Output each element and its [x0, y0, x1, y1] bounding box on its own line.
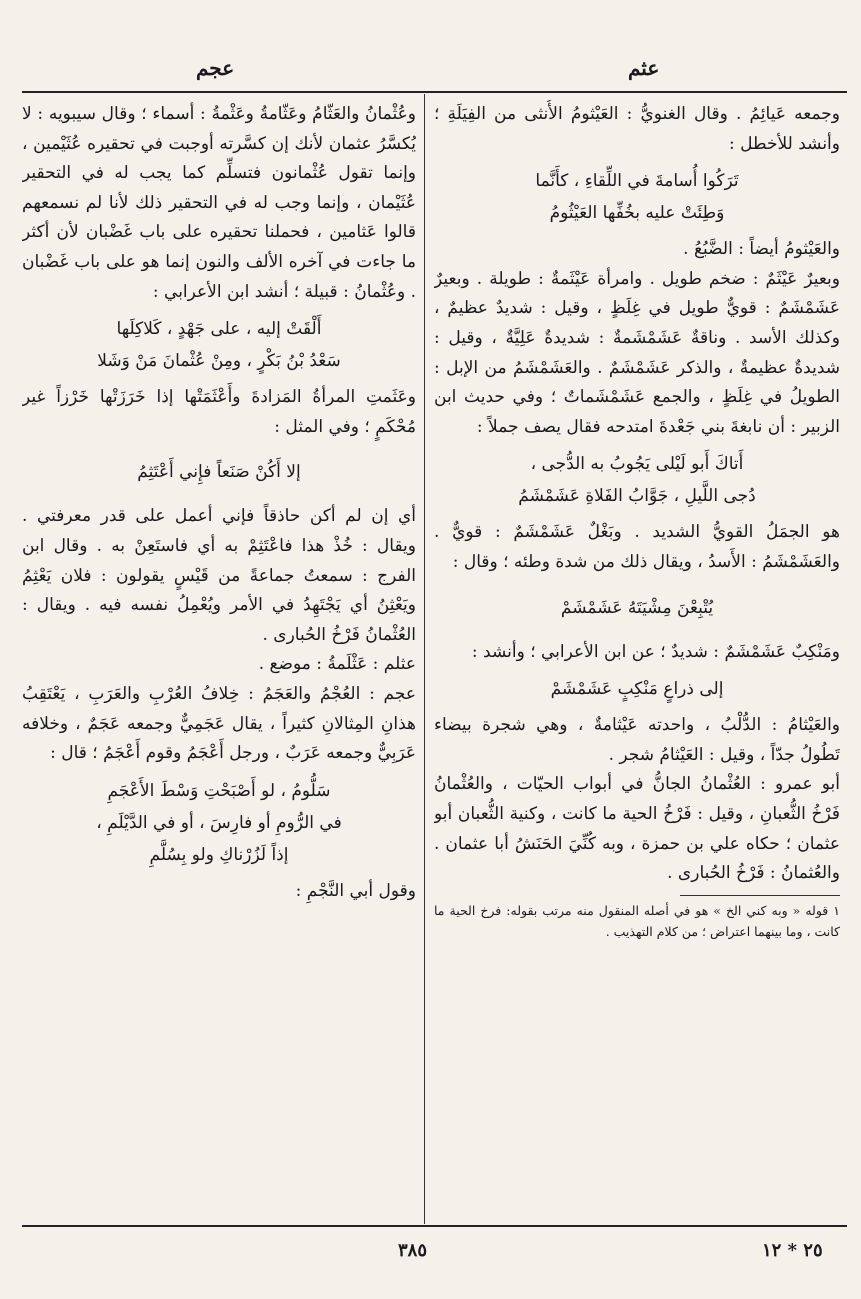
paragraph: وعُثْمانُ والعَثّامُ وعَثّامةُ وعَثْمةُ : أسماء ؛ وقال سيبويه : لا يُكسَّرُ عثمان لأنك إن كسَّرته أوجبت في تحقيره عُثَيْمين ، وإنما تقول عُثْمانون فتسلِّم كما يجب له في التحقير عُثَيْمان ، وإنما وجب له في التحقير ذلك لأنا لم نسمعهم قالوا عَثامين ، فحملنا تحقيره على باب غَضْبان لأن أكثر ما جاءت في آخره الألف والنون إنما هو على باب غَضْبان . وعُثْمانُ : قبيلة ؛ أنشد ابن الأعرابي :	[22, 104, 416, 302]
verse-line: إلى ذراعٍ مَنْكِبٍ عَشَمْشَمْ	[550, 679, 724, 700]
verse-line: تَرَكُوا أُسامةَ في اللِّقاءِ ، كأَنَّما	[535, 171, 739, 192]
verse-line: سَعْدُ بْنُ بَكْرٍ ، ومِنْ عُثْمانَ مَنْ وَشَلا	[97, 351, 341, 372]
top-rule	[22, 91, 847, 93]
verse	[22, 456, 416, 488]
verse-line: أَلْقَتْ إليه ، على جَهْدٍ ، كَلاكِلَها	[116, 319, 322, 340]
paragraph: أي إن لم أكن حاذقاً فإني أعمل على قدر معرفتي . ويقال : خُذْ هذا فاعْتَثِمْ به أي فاستَعِنْ به . وقال ابن الفرج : سمعتُ جماعةً من قَيْسٍ يقولون : فلان يَعْثِمُ ويَعْثِنُ أي يَجْتَهِدُ في الأمر ويُعْمِلُ نفسه فيه . ويقال : العُثْمانُ فَرْخُ الحُبارى .	[22, 506, 416, 645]
verse-line: أَتاكَ أَبو لَيْلى يَجُوبُ به الدُّجى ،	[530, 454, 744, 475]
verse	[434, 592, 840, 624]
right-column	[434, 100, 840, 1218]
paragraph: وقول أبي النَّجْمِ :	[295, 880, 416, 901]
footnote: ١ قوله « وبه كني الخ » هو في أصله المنقول منه مرتب بقوله: فرخ الحية ما كانت ، وما بينهما اعتراض ؛ من كلام التهذيب .	[434, 902, 840, 939]
bottom-rule	[22, 1225, 847, 1227]
footnote-rule	[680, 895, 840, 896]
verse-line: إلا أَكُنْ صَنَعاً فإِني أَعْتَثِمُ	[137, 462, 301, 483]
verse	[434, 448, 840, 512]
verse-line: وَطِئَتْ عليه بخُفِّها العَيْثُومُ	[549, 203, 725, 224]
verse	[22, 775, 416, 871]
paragraph: وعَثَمتِ المرأةُ المَزادةَ وأَعْثَمَتْها إذا خَرَزَتْها خَرْزاً غير مُحْكَمٍ ؛ وفي المثل :	[22, 387, 416, 437]
verse	[434, 165, 840, 229]
page-number: ٣٨٥	[398, 1240, 428, 1261]
entry-paragraph: عثلم : عَثْلَمةُ : موضع .	[258, 654, 416, 675]
column-divider	[424, 94, 425, 1224]
verse	[434, 673, 840, 705]
header-root-right: عثم	[628, 56, 660, 80]
verse	[22, 313, 416, 377]
paragraph: أبو عمرو : العُثْمانُ الجانُّ في أبواب الحيّات ، والعُثْمانُ فَرْخُ الثُّعبانِ ، وقيل : فَرْخُ الحية ما كانت ، وكنية الثُّعبان أبو عثمان ؛ حكاه علي بن حمزة ، وبه كُنِّيَ الحَنَشُ أبا عثمان . والعُثمانُ : فَرْخُ الحُبارى .	[434, 774, 840, 884]
signature-mark: ٢٥ * ١٢	[762, 1240, 823, 1261]
paragraph: وبعيرٌ عَيْثَمٌ : ضخم طويل . وامرأة عَيْثَمةٌ : طويلة . وبعيرٌ عَشَمْشَمٌ : قويٌّ طويل في غِلَظٍ ، وقيل : شديدٌ عظيمٌ ، وكذلك الأسد . وناقةٌ عَشَمْشَمةٌ : شديدةٌ عَلِيَّةٌ ، وقيل : شديدةٌ عظيمةٌ ، والذكر عَشَمْشَمٌ . والعَشَمْشَمُ من الإبل : الطويلُ في غِلَظٍ ، والجمع عَشَمْشَماتٌ ؛ وفي حديث ابن الزبير : أن نابغةَ بني جَعْدةَ امتدحه فقال يصف جملاً :	[434, 268, 840, 437]
verse-line: في الرُّومِ أو فارِسَ ، أو في الدَّيْلَمِ ،	[96, 812, 342, 833]
paragraph: ومَنْكِبٌ عَشَمْشَمٌ : شديدٌ ؛ عن ابن الأعرابي ؛ وأنشد :	[471, 641, 840, 662]
entry-paragraph: عجم : العُجْمُ والعَجَمُ : خِلافُ العُرْبِ والعَرَبِ ، يَعْتَقِبُ هذانِ المِثالانِ كثيراً ، يقال عَجَمِيٌّ وجمعه عَجَمٌ ، وخلافه عَرَبِيٌّ وجمعه عَرَبٌ ، ورجل أَعْجَمُ وقوم أَعْجَمُ ؛ قال :	[22, 683, 416, 764]
verse-line: سَلُّومُ ، لو أَصْبَحْتِ وَسْطَ الأَعْجَمِ	[107, 780, 331, 801]
paragraph: وجمعه عَيائِمُ . وقال الغنويُّ : العَيْثومُ الأُنثى من الفِيَلَةِ ؛ وأنشد للأخطل :	[434, 104, 840, 154]
verse-line: يُتْبِعْنَ مِشْيَتَهُ عَشَمْشَمْ	[560, 597, 714, 618]
verse-line: دُجى اللَّيلِ ، جَوَّابُ الفَلاةِ عَشَمْشَمُ	[518, 486, 756, 507]
paragraph: هو الجمَلُ القويُّ الشديد . وبَغْلٌ عَشَمْشَمٌ : قويٌّ . والعَشَمْشَمُ : الأَسدُ ، ويقال ذلك من شدة وطئه ؛ وقال :	[434, 522, 840, 572]
verse-line: إذاً لَزُرْناكِ ولو بِسُلَّمِ	[149, 844, 289, 865]
left-column	[22, 100, 416, 1218]
paragraph: والعَيْثومُ أيضاً : الضَّبُعُ .	[683, 239, 840, 260]
header-root-left: عجم	[196, 56, 235, 80]
paragraph: والعَيْثامُ : الدُّلْبُ ، واحدته عَيْثامةٌ ، وهي شجرة بيضاء تَطُولُ جدّاً ، وقيل : العَيْثامُ شجر .	[434, 715, 840, 765]
